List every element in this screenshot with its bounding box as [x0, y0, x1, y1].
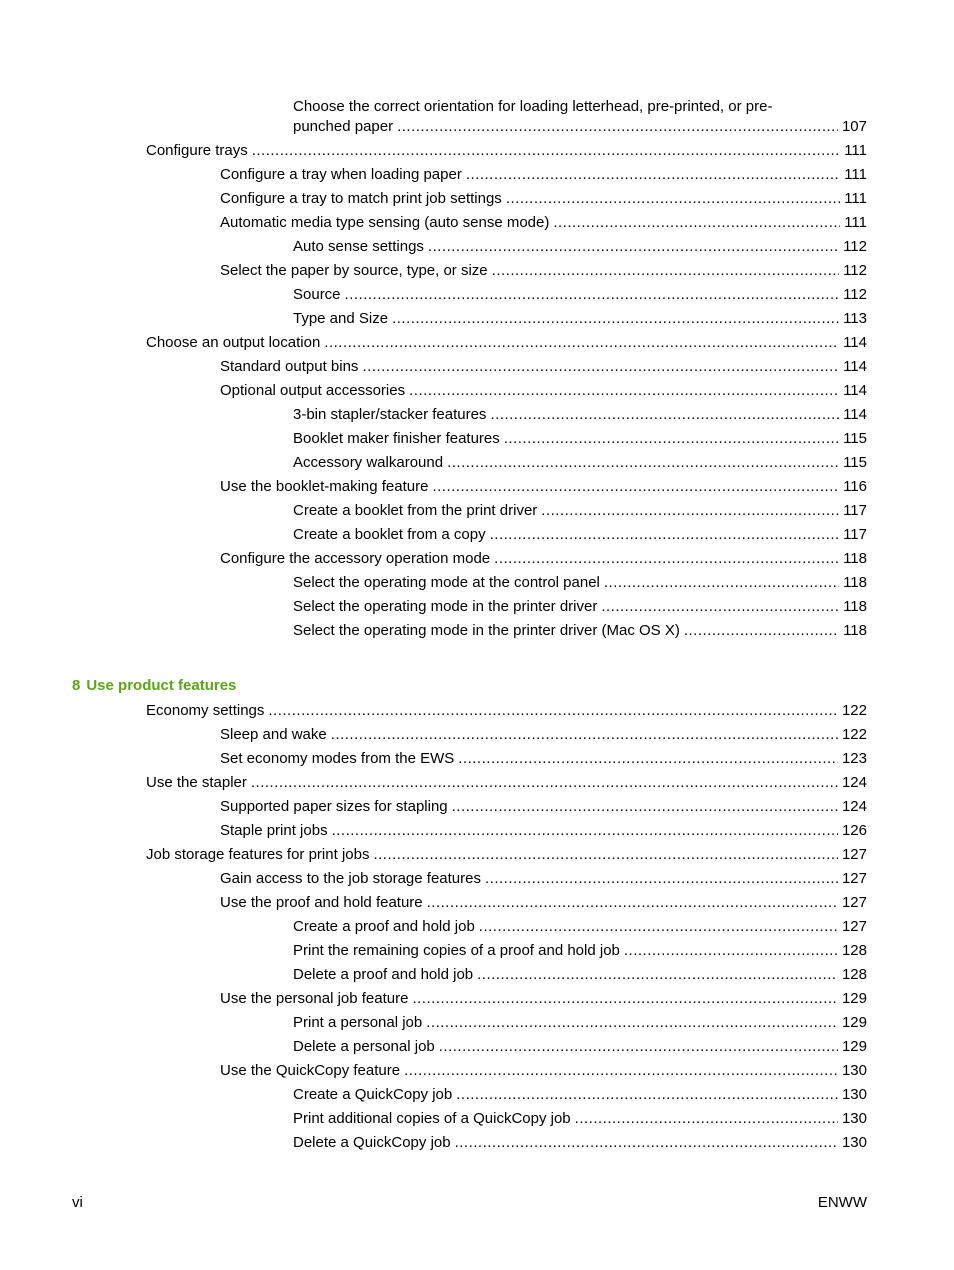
toc-entry-row	[293, 1086, 867, 1103]
toc-entry[interactable]	[0, 598, 954, 622]
toc-entry-row	[293, 454, 867, 471]
toc-entry-row	[220, 478, 867, 495]
dot-leader	[601, 598, 839, 615]
dot-leader	[541, 502, 839, 519]
toc-entry[interactable]	[0, 98, 954, 142]
dot-leader	[490, 406, 839, 423]
toc-entry-row	[293, 918, 867, 935]
toc-entry[interactable]	[0, 262, 954, 286]
toc-section-upper	[0, 98, 954, 646]
dot-leader	[456, 1086, 838, 1103]
toc-entry-page: 122	[838, 726, 867, 743]
toc-entry-title: Configure a tray when loading paper	[220, 166, 466, 183]
toc-entry-page: 126	[838, 822, 867, 839]
toc-entry[interactable]	[0, 918, 954, 942]
toc-entry-row	[293, 1110, 867, 1127]
toc-entry[interactable]	[0, 1134, 954, 1158]
toc-entry-row	[146, 142, 867, 159]
dot-leader	[392, 310, 839, 327]
toc-entry[interactable]	[0, 310, 954, 334]
toc-entry-title: Gain access to the job storage features	[220, 870, 485, 887]
toc-entry-page: 114	[839, 334, 867, 351]
dot-leader	[268, 702, 838, 719]
toc-entry[interactable]	[0, 1038, 954, 1062]
toc-entry-title: Print the remaining copies of a proof and hold job	[293, 942, 624, 959]
toc-entry-page: 118	[839, 598, 867, 615]
toc-entry[interactable]	[0, 726, 954, 750]
toc-entry-page: 114	[839, 358, 867, 375]
toc-entry-row	[293, 406, 867, 423]
toc-entry-page: 107	[838, 118, 867, 135]
toc-entry-title: Configure a tray to match print job settings	[220, 190, 506, 207]
toc-entry-page: 130	[838, 1134, 867, 1151]
toc-entry-row	[293, 238, 867, 255]
dot-leader	[624, 942, 838, 959]
toc-entry-page: 111	[840, 214, 867, 231]
toc-entry-page: 118	[839, 622, 867, 639]
toc-entry[interactable]	[0, 942, 954, 966]
toc-entry-page: 129	[838, 1014, 867, 1031]
toc-entry-row	[220, 358, 867, 375]
toc-entry-title: Configure the accessory operation mode	[220, 550, 494, 567]
toc-entry-row	[146, 334, 867, 351]
dot-leader	[553, 214, 840, 231]
toc-entry-page: 127	[838, 870, 867, 887]
toc-entry-page: 129	[838, 990, 867, 1007]
toc-entry-title: Delete a proof and hold job	[293, 966, 477, 983]
toc-entry-title: Set economy modes from the EWS	[220, 750, 458, 767]
dot-leader	[426, 1014, 838, 1031]
toc-entry-page: 116	[839, 478, 867, 495]
toc-entry-title: Use the personal job feature	[220, 990, 412, 1007]
toc-entry-title: Print a personal job	[293, 1014, 426, 1031]
toc-entry-title: Source	[293, 286, 345, 303]
toc-entry[interactable]	[0, 526, 954, 550]
toc-entry[interactable]	[0, 846, 954, 870]
toc-entry[interactable]	[0, 286, 954, 310]
chapter-number: 8	[72, 677, 81, 694]
toc-entry-row	[293, 286, 867, 303]
toc-entry-page: 115	[839, 454, 867, 471]
toc-entry-page: 127	[838, 918, 867, 935]
toc-entry-title: 3-bin stapler/stacker features	[293, 406, 490, 423]
toc-entry-title: Select the operating mode in the printer driver	[293, 598, 601, 615]
toc-entry-row	[293, 118, 867, 135]
dot-leader	[373, 846, 838, 863]
toc-entry-title: Choose an output location	[146, 334, 324, 351]
toc-entry-title: Sleep and wake	[220, 726, 331, 743]
toc-entry-title: Auto sense settings	[293, 238, 428, 255]
toc-entry-title: Use the stapler	[146, 774, 251, 791]
toc-entry-page: 129	[838, 1038, 867, 1055]
toc-entry-page: 118	[839, 574, 867, 591]
toc-entry-row	[293, 1134, 867, 1151]
footer-label: ENWW	[817, 1194, 867, 1211]
toc-entry-title: Automatic media type sensing (auto sense mode)	[220, 214, 553, 231]
toc-entry[interactable]	[0, 1014, 954, 1038]
toc-entry[interactable]	[0, 166, 954, 190]
toc-entry[interactable]	[0, 622, 954, 646]
dot-leader	[490, 526, 839, 543]
toc-entry-row	[293, 966, 867, 983]
toc-entry[interactable]	[0, 774, 954, 798]
toc-entry-row	[146, 774, 867, 791]
dot-leader	[575, 1110, 838, 1127]
toc-entry-title: Staple print jobs	[220, 822, 332, 839]
dot-leader	[331, 726, 838, 743]
toc-entry-title: Create a booklet from the print driver	[293, 502, 541, 519]
toc-entry-page: 130	[838, 1062, 867, 1079]
toc-entry-row	[293, 430, 867, 447]
toc-entry-row	[220, 550, 867, 567]
toc-entry-row	[293, 310, 867, 327]
dot-leader	[604, 574, 839, 591]
toc-entry[interactable]	[0, 382, 954, 406]
toc-entry[interactable]	[0, 334, 954, 358]
toc-entry-page: 124	[838, 798, 867, 815]
toc-entry-title: Job storage features for print jobs	[146, 846, 373, 863]
toc-section-lower	[0, 702, 954, 1158]
toc-entry-title-line: Choose the correct orientation for loading letterhead, pre-printed, or pre-	[293, 98, 773, 115]
toc-entry-page: 122	[838, 702, 867, 719]
dot-leader	[504, 430, 839, 447]
toc-entry-title: Configure trays	[146, 142, 252, 159]
dot-leader	[362, 358, 839, 375]
toc-entry[interactable]	[0, 238, 954, 262]
chapter-heading[interactable]	[72, 677, 236, 694]
toc-entry[interactable]	[0, 990, 954, 1014]
toc-entry[interactable]	[0, 1086, 954, 1110]
toc-entry-row	[293, 1038, 867, 1055]
toc-entry-title: Select the operating mode in the printer driver (Mac OS X)	[293, 622, 684, 639]
toc-entry[interactable]	[0, 430, 954, 454]
toc-entry-page: 130	[838, 1110, 867, 1127]
dot-leader	[494, 550, 839, 567]
toc-entry-row	[220, 822, 867, 839]
toc-entry-page: 117	[839, 526, 867, 543]
toc-entry-page: 127	[838, 894, 867, 911]
toc-entry-row	[220, 990, 867, 1007]
dot-leader	[479, 918, 838, 935]
toc-entry-row	[293, 622, 867, 639]
toc-entry-title: Print additional copies of a QuickCopy job	[293, 1110, 575, 1127]
toc-entry[interactable]	[0, 822, 954, 846]
toc-entry-page: 123	[838, 750, 867, 767]
toc-entry-page: 117	[839, 502, 867, 519]
toc-entry-title: Economy settings	[146, 702, 268, 719]
toc-entry-row	[293, 598, 867, 615]
toc-entry-page: 113	[839, 310, 867, 327]
toc-entry[interactable]	[0, 406, 954, 430]
toc-entry-row	[293, 942, 867, 959]
toc-entry-row	[293, 1014, 867, 1031]
toc-entry[interactable]	[0, 190, 954, 214]
dot-leader	[324, 334, 839, 351]
toc-entry-row	[146, 702, 867, 719]
dot-leader	[251, 774, 838, 791]
toc-entry-title: Standard output bins	[220, 358, 362, 375]
toc-entry-row	[220, 214, 867, 231]
dot-leader	[684, 622, 839, 639]
toc-entry[interactable]	[0, 454, 954, 478]
toc-entry-title: Booklet maker finisher features	[293, 430, 504, 447]
toc-entry[interactable]	[0, 750, 954, 774]
dot-leader	[412, 990, 838, 1007]
dot-leader	[452, 798, 838, 815]
toc-entry-page: 128	[838, 966, 867, 983]
toc-entry[interactable]	[0, 574, 954, 598]
toc-entry-row	[220, 166, 867, 183]
dot-leader	[397, 118, 838, 135]
toc-entry-page: 112	[839, 286, 867, 303]
dot-leader	[439, 1038, 838, 1055]
toc-entry-row	[220, 382, 867, 399]
toc-entry-title: Optional output accessories	[220, 382, 409, 399]
toc-entry-title: Type and Size	[293, 310, 392, 327]
toc-entry-page: 111	[840, 190, 867, 207]
toc-entry[interactable]	[0, 1062, 954, 1086]
toc-entry-page: 128	[838, 942, 867, 959]
toc-entry-title: Accessory walkaround	[293, 454, 447, 471]
dot-leader	[252, 142, 840, 159]
toc-entry-row	[220, 894, 867, 911]
toc-entry[interactable]	[0, 142, 954, 166]
toc-entry-title: Delete a personal job	[293, 1038, 439, 1055]
dot-leader	[447, 454, 839, 471]
toc-entry[interactable]	[0, 870, 954, 894]
toc-entry-page: 112	[839, 238, 867, 255]
toc-entry-title: punched paper	[293, 118, 397, 135]
dot-leader	[492, 262, 839, 279]
toc-entry[interactable]	[0, 966, 954, 990]
dot-leader	[345, 286, 840, 303]
dot-leader	[455, 1134, 838, 1151]
toc-entry-row	[293, 526, 867, 543]
toc-entry-row	[220, 870, 867, 887]
toc-entry-page: 114	[839, 382, 867, 399]
toc-entry-title: Use the booklet-making feature	[220, 478, 432, 495]
toc-entry-title: Select the paper by source, type, or size	[220, 262, 492, 279]
toc-entry-title: Create a proof and hold job	[293, 918, 479, 935]
toc-entry[interactable]	[0, 550, 954, 574]
toc-entry-row	[220, 798, 867, 815]
toc-entry-page: 127	[838, 846, 867, 863]
toc-entry-row	[146, 846, 867, 863]
dot-leader	[428, 238, 839, 255]
toc-entry-title: Create a QuickCopy job	[293, 1086, 456, 1103]
toc-entry-row	[293, 574, 867, 591]
toc-entry[interactable]	[0, 702, 954, 726]
toc-entry-page: 130	[838, 1086, 867, 1103]
dot-leader	[404, 1062, 838, 1079]
toc-entry[interactable]	[0, 1110, 954, 1134]
toc-entry-page: 111	[840, 142, 867, 159]
toc-entry-page: 114	[839, 406, 867, 423]
dot-leader	[432, 478, 839, 495]
toc-entry-page: 118	[839, 550, 867, 567]
toc-entry[interactable]	[0, 358, 954, 382]
toc-entry[interactable]	[0, 894, 954, 918]
toc-entry[interactable]	[0, 502, 954, 526]
toc-entry[interactable]	[0, 478, 954, 502]
toc-entry-row	[220, 1062, 867, 1079]
toc-entry-title: Delete a QuickCopy job	[293, 1134, 455, 1151]
toc-entry-title: Supported paper sizes for stapling	[220, 798, 452, 815]
dot-leader	[458, 750, 838, 767]
toc-entry-title: Select the operating mode at the control panel	[293, 574, 604, 591]
dot-leader	[466, 166, 840, 183]
dot-leader	[477, 966, 838, 983]
dot-leader	[409, 382, 839, 399]
toc-entry-row	[293, 502, 867, 519]
toc-entry-title: Use the QuickCopy feature	[220, 1062, 404, 1079]
toc-entry[interactable]	[0, 798, 954, 822]
toc-entry-page: 111	[840, 166, 867, 183]
dot-leader	[427, 894, 838, 911]
toc-entry-row	[220, 190, 867, 207]
toc-entry-page: 115	[839, 430, 867, 447]
toc-entry[interactable]	[0, 214, 954, 238]
chapter-title: Use product features	[86, 677, 237, 694]
toc-entry-title: Use the proof and hold feature	[220, 894, 427, 911]
dot-leader	[485, 870, 838, 887]
dot-leader	[506, 190, 840, 207]
page-number-footer: vi	[72, 1194, 83, 1211]
dot-leader	[332, 822, 838, 839]
toc-entry-title: Create a booklet from a copy	[293, 526, 490, 543]
toc-entry-row	[220, 262, 867, 279]
toc-entry-row	[220, 726, 867, 743]
toc-entry-page: 124	[838, 774, 867, 791]
toc-entry-row	[220, 750, 867, 767]
toc-entry-page: 112	[839, 262, 867, 279]
